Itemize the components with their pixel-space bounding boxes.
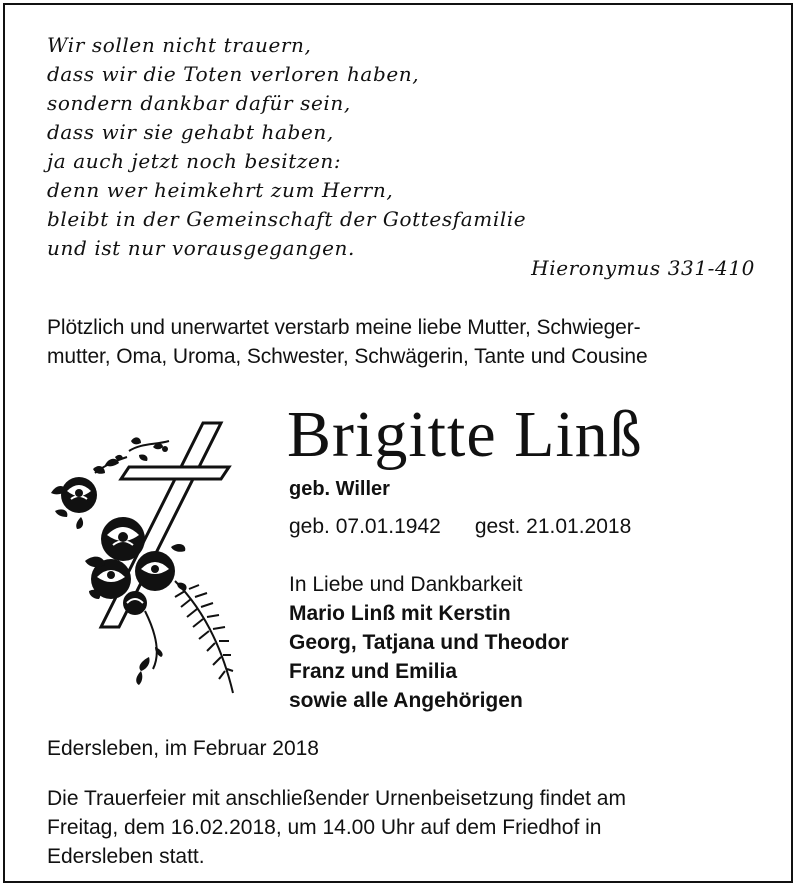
birth-date: geb. 07.01.1942 [289, 515, 441, 538]
poem-line: sondern dankbar dafür sein, [47, 91, 351, 115]
rose-upper [51, 477, 97, 529]
maiden-name: geb. Willer [289, 478, 390, 500]
mourner-name: sowie alle Angehörigen [289, 689, 523, 712]
poem-attribution: Hieronymus 331-410 [531, 256, 755, 280]
intro-text [47, 313, 767, 371]
place-date: Edersleben, im Februar 2018 [47, 737, 319, 760]
cross-beam-horizontal [121, 467, 229, 479]
mourner-name: Mario Linß mit Kerstin [289, 602, 511, 625]
obituary-notice [3, 3, 793, 883]
poem-line: Wir sollen nicht trauern, [47, 33, 312, 57]
service-line: Die Trauerfeier mit anschließender Urnenbeisetzung findet am [47, 787, 626, 810]
poem-line: denn wer heimkehrt zum Herrn, [47, 178, 394, 202]
mourners [289, 570, 569, 715]
cross-with-roses-icon [45, 421, 245, 696]
mourner-names [289, 599, 569, 715]
service-line: Edersleben statt. [47, 845, 205, 868]
deceased-name: Brigitte Linß [287, 398, 643, 471]
hanging-stem [136, 611, 162, 685]
poem-line: ja auch jetzt noch besitzen: [47, 149, 342, 173]
poem-line: bleibt in der Gemeinschaft der Gottesfamilie [47, 207, 527, 231]
poem [47, 31, 767, 263]
poem-line: dass wir sie gehabt haben, [47, 120, 334, 144]
intro-line: mutter, Oma, Uroma, Schwester, Schwägerin, Tante und Cousine [47, 345, 648, 368]
mourner-name: Georg, Tatjana und Theodor [289, 631, 569, 654]
fern-frond [175, 581, 233, 693]
service-line: Freitag, dem 16.02.2018, um 14.00 Uhr auf dem Friedhof in [47, 816, 602, 839]
mourner-name: Franz und Emilia [289, 660, 458, 683]
intro-line: Plötzlich und unerwartet verstarb meine liebe Mutter, Schwieger- [47, 316, 641, 339]
poem-line: dass wir die Toten verloren haben, [47, 62, 420, 86]
life-dates [289, 515, 631, 539]
death-date: gest. 21.01.2018 [474, 515, 632, 538]
mourners-lead: In Liebe und Dankbarkeit [289, 573, 523, 596]
rose-cluster [85, 517, 187, 615]
poem-line: und ist nur vorausgegangen. [47, 236, 355, 260]
service-info [47, 784, 767, 871]
